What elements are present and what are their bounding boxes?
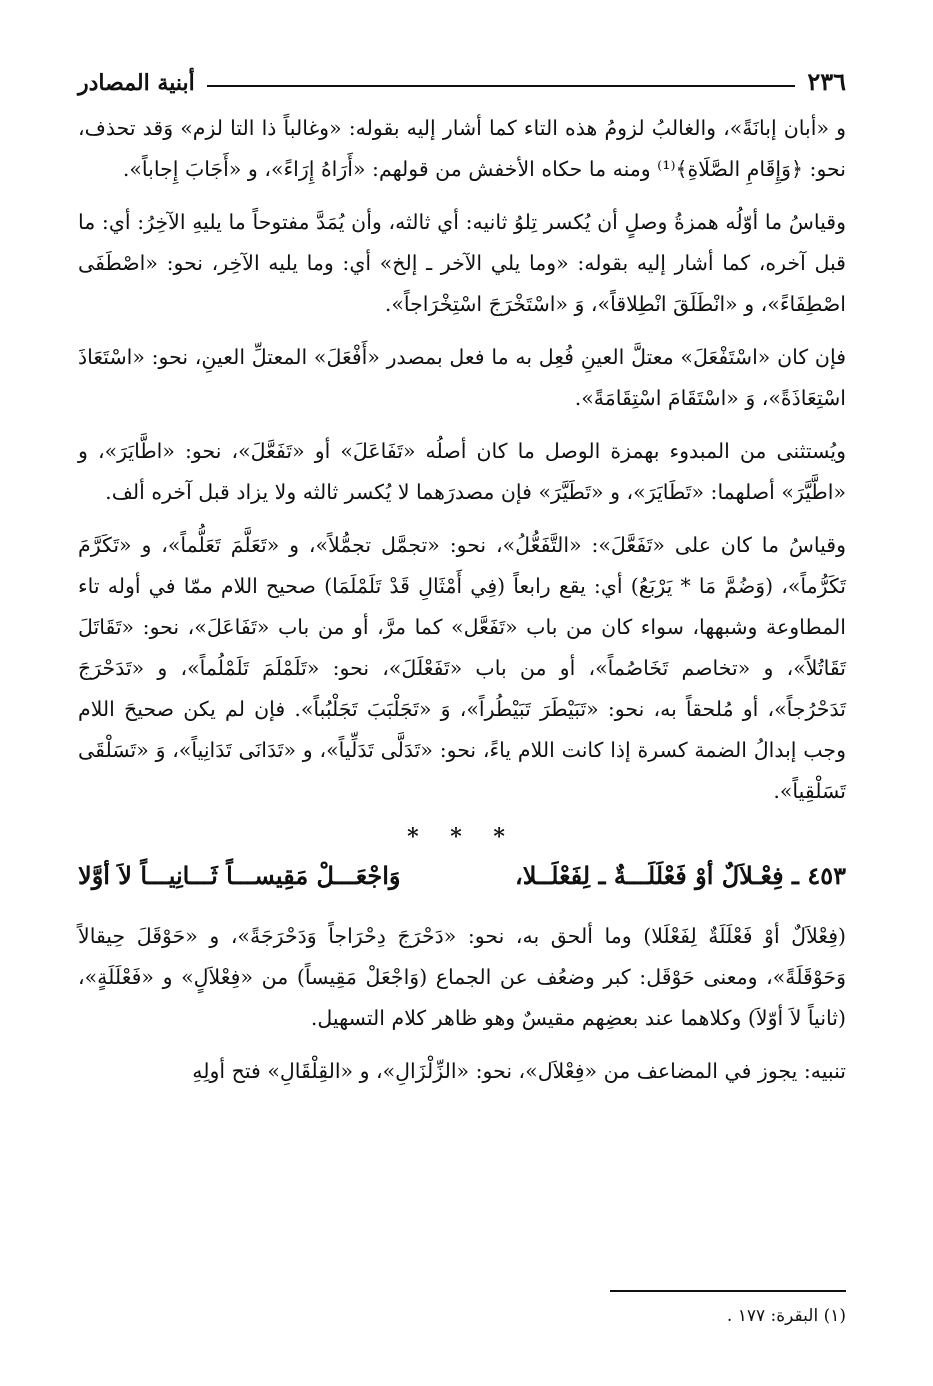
page-number: ٢٣٦ [807, 67, 846, 96]
paragraph: وقياسُ ما كان على «تَفَعَّلَ»: «التَّفَعُّلُ»، نحو: «تجمَّل تجمُّلاً»، و «تَعَلَّمَ تَعَلُّماً»، و «تَكَرَّمَ تَكَرُّماً»، (وَضُمَّ مَا * يَرْبَعُ) أي: يقع رابعاً (فِي أَمْثَالِ قَدْ تَلَمْلَمَا) صحيح اللام ممّا في أوله تاء المطاوعة وشبهها، سواء كان من باب «تَفَعَّل» كما مرَّ، أو من باب «تَفَاعَلَ»، نحو: «تَقَاتَلَ تَقَاتُلاً»، و «تخاصم تَخَاصُماً»، أو من باب «تَفَعْلَلَ»، نحو: «تَلَمْلَمَ تَلَمْلُماً»، و «تَدَحْرَجَ تَدَحْرُجاً»، أو مُلحقاً به، نحو: «تَبَيْطَرَ تَبَيْطُراً»، وَ «تَجَلْبَبَ تَجَلْبُباً». فإن لم يكن صحيحَ اللام وجب إبدالُ الضمة كسرة إذا كانت اللام ياءً، نحو: «تَدَلَّى تَدَلِّياً»، و «تَدَانَى تَدَانِياً»، وَ «تَسَلْقَى تَسَلْقِياً». [78, 533, 846, 803]
verse-first-hemistich-text: فِعْـلاَلٌ أوْ فَعْلَلَـــةٌ ـ لِفَعْلَــلا، [515, 861, 784, 890]
running-header [78, 60, 846, 96]
header-rule [207, 85, 796, 87]
commentary-paragraph: تنبيه: يجوز في المضاعف من «فِعْلاَل»، نحو: «الزِّلْزَالِ»، و «القِلْقَالِ» فتح أولِهِ [192, 1059, 846, 1083]
verse-number: ٤٥٣ [807, 861, 846, 890]
paragraph: فإن كان «اسْتَفْعَلَ» معتلَّ العينِ فُعِل به ما فعل بمصدر «أَفْعَلَ» المعتلِّ العينِ، نحو: «اسْتَعَاذَ اسْتِعَاذَةً»، وَ «اسْتَقَامَ اسْتِقَامَةً». [78, 345, 846, 410]
footnote-area [78, 1290, 846, 1326]
verse-second-hemistich: وَاجْعَـــلْ مَقِيســـاً ثَـــانِيـــاً لاَ أوَّلا [78, 861, 401, 890]
body-text [78, 108, 846, 1092]
section-separator: * * * [407, 824, 517, 850]
commentary-paragraph: (فِعْلاَلٌ أوْ فَعْلَلَةٌ لِفَعْلَلا) وما ألحق به، نحو: «دَحْرَجَ دِحْرَاجاً وَدَحْرَجَةً»، و «حَوْقَلَ حِيقالاً وَحَوْقَلَةً»، ومعنى حَوْقَل: كبر وضعُف عن الجماع (وَاجْعَلْ مَقِيساً) من «فِعْلاَلٍ» و «فَعْلَلَةٍ»، (ثانياً لاَ أوّلاَ) وكلاهما عند بعضِهم مقيسٌ وهو ظاهر كلام التسهيل. [78, 924, 846, 1030]
paragraph: وقياسُ ما أوّلُه همزةُ وصلٍ أن يُكسر تِلوُ ثانيه: أي ثالثه، وأن يُمَدَّ مفتوحاً ما يليهِ الآخِرُ: أي: ما قبل آخره، كما أشار إليه بقوله: «وما يلي الآخر ـ إلخ» أي: وما يليه الآخِر، نحو: «اصْطَفَى اصْطِفَاءً»، و «انْطَلَقَ انْطِلاقاً»، وَ «اسْتَخْرَجَ اسْتِخْرَاجاً». [78, 210, 846, 316]
page [78, 60, 846, 1104]
paragraph: ويُستثنى من المبدوء بهمزة الوصل ما كان أصلُه «تَفَاعَلَ» أو «تَفَعَّلَ»، نحو: «اطَّايَرَ»، و «اطَّيَّرَ» أصلهما: «تَطَايَرَ»، و «تَطَيَّرَ» فإن مصدرَهما لا يُكسر ثالثه ولا يزاد قبل آخره ألف. [78, 439, 846, 504]
paragraph: و «أبان إبانَةً»، والغالبُ لزومُ هذه التاء كما أشار إليه بقوله: «وغالباً ذا التا لزم» وَقد تحذف، نحو: ﴿وَإِقَامِ الصَّلَاةِ﴾⁽¹⁾ ومنه ما حكاه الأخفش من قولهم: «أَرَاهُ إِرَاءً»، و «أَجَابَ إِجاباً». [78, 116, 846, 181]
footnote: (١) البقرة: ١٧٧ . [726, 1306, 846, 1326]
verse-line [78, 854, 846, 898]
verse-first-hemistich: ٤٥٣ ـ فِعْـلاَلٌ أوْ فَعْلَلَـــةٌ ـ لِفَعْلَــلا، [515, 861, 846, 890]
section-title: أبنية المصادر [78, 70, 195, 96]
footnote-rule [610, 1290, 846, 1292]
